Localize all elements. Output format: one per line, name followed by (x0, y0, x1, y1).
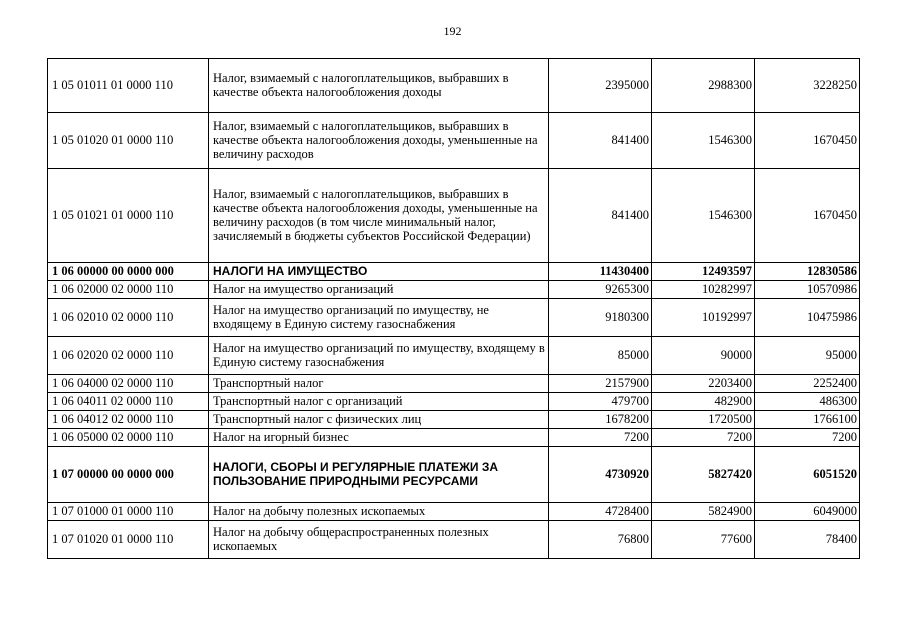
revenue-name-cell: Налог на имущество организаций по имуществу, не входящему в Единую систему газоснабжения (209, 299, 549, 337)
amount-year-1-cell: 4728400 (549, 503, 652, 521)
table-row (48, 337, 860, 375)
budget-code-cell: 1 06 04012 02 0000 110 (48, 411, 209, 429)
revenue-name-cell: Налог, взимаемый с налогоплательщиков, выбравших в качестве объекта налогообложения доходы (209, 59, 549, 113)
amount-year-2-cell: 482900 (652, 393, 755, 411)
amount-year-2-cell: 1720500 (652, 411, 755, 429)
amount-year-3-cell: 95000 (755, 337, 860, 375)
amount-year-1-cell: 2395000 (549, 59, 652, 113)
budget-code-cell: 1 06 05000 02 0000 110 (48, 429, 209, 447)
amount-year-3-cell: 10570986 (755, 281, 860, 299)
revenue-name-cell: Налог на имущество организаций (209, 281, 549, 299)
revenue-name-cell: Налог, взимаемый с налогоплательщиков, выбравших в качестве объекта налогообложения доходы, уменьшенные на величину расходов (209, 113, 549, 169)
revenue-name-cell: Транспортный налог с организаций (209, 393, 549, 411)
amount-year-1-cell: 76800 (549, 521, 652, 559)
amount-year-1-cell: 85000 (549, 337, 652, 375)
amount-year-2-cell: 90000 (652, 337, 755, 375)
table-row (48, 393, 860, 411)
table-row (48, 411, 860, 429)
amount-year-1-cell: 841400 (549, 113, 652, 169)
budget-code-cell: 1 05 01011 01 0000 110 (48, 59, 209, 113)
revenue-name-cell: Налог на имущество организаций по имуществу, входящему в Единую систему газоснабжения (209, 337, 549, 375)
amount-year-1-cell: 1678200 (549, 411, 652, 429)
revenue-name-cell: Налог, взимаемый с налогоплательщиков, выбравших в качестве объекта налогообложения доходы, уменьшенные на величину расходов (в том числе минимальный налог, зачисляемый в бюджеты субъектов Российской Федерации) (209, 169, 549, 263)
budget-revenue-table (47, 58, 860, 559)
amount-year-3-cell: 7200 (755, 429, 860, 447)
amount-year-1-cell: 11430400 (549, 263, 652, 281)
amount-year-1-cell: 841400 (549, 169, 652, 263)
budget-code-cell: 1 06 02000 02 0000 110 (48, 281, 209, 299)
table-row (48, 503, 860, 521)
budget-code-cell: 1 07 00000 00 0000 000 (48, 447, 209, 503)
table-row-section (48, 447, 860, 503)
amount-year-2-cell: 77600 (652, 521, 755, 559)
budget-code-cell: 1 06 00000 00 0000 000 (48, 263, 209, 281)
amount-year-2-cell: 2203400 (652, 375, 755, 393)
amount-year-2-cell: 10192997 (652, 299, 755, 337)
budget-code-cell: 1 05 01021 01 0000 110 (48, 169, 209, 263)
amount-year-3-cell: 6051520 (755, 447, 860, 503)
amount-year-1-cell: 9265300 (549, 281, 652, 299)
budget-code-cell: 1 06 02010 02 0000 110 (48, 299, 209, 337)
amount-year-1-cell: 7200 (549, 429, 652, 447)
amount-year-1-cell: 9180300 (549, 299, 652, 337)
amount-year-3-cell: 486300 (755, 393, 860, 411)
table-row (48, 429, 860, 447)
table-row (48, 169, 860, 263)
amount-year-3-cell: 1670450 (755, 113, 860, 169)
revenue-name-cell: НАЛОГИ НА ИМУЩЕСТВО (209, 263, 549, 281)
table-row (48, 375, 860, 393)
amount-year-3-cell: 6049000 (755, 503, 860, 521)
amount-year-2-cell: 2988300 (652, 59, 755, 113)
page-number: 192 (443, 24, 462, 38)
revenue-name-cell: Налог на добычу полезных ископаемых (209, 503, 549, 521)
amount-year-3-cell: 1670450 (755, 169, 860, 263)
revenue-name-cell: Транспортный налог (209, 375, 549, 393)
revenue-name-cell: Транспортный налог с физических лиц (209, 411, 549, 429)
revenue-name-cell: НАЛОГИ, СБОРЫ И РЕГУЛЯРНЫЕ ПЛАТЕЖИ ЗА ПОЛЬЗОВАНИЕ ПРИРОДНЫМИ РЕСУРСАМИ (209, 447, 549, 503)
amount-year-2-cell: 5824900 (652, 503, 755, 521)
amount-year-3-cell: 10475986 (755, 299, 860, 337)
table-row (48, 521, 860, 559)
amount-year-1-cell: 479700 (549, 393, 652, 411)
amount-year-1-cell: 2157900 (549, 375, 652, 393)
table-row (48, 59, 860, 113)
amount-year-2-cell: 1546300 (652, 113, 755, 169)
table-body (48, 59, 860, 559)
budget-code-cell: 1 07 01020 01 0000 110 (48, 521, 209, 559)
table-row (48, 113, 860, 169)
amount-year-3-cell: 78400 (755, 521, 860, 559)
amount-year-3-cell: 2252400 (755, 375, 860, 393)
amount-year-3-cell: 3228250 (755, 59, 860, 113)
revenue-name-cell: Налог на игорный бизнес (209, 429, 549, 447)
budget-code-cell: 1 05 01020 01 0000 110 (48, 113, 209, 169)
budget-code-cell: 1 06 04011 02 0000 110 (48, 393, 209, 411)
table-row (48, 299, 860, 337)
amount-year-2-cell: 12493597 (652, 263, 755, 281)
amount-year-2-cell: 1546300 (652, 169, 755, 263)
table-row (48, 281, 860, 299)
amount-year-2-cell: 10282997 (652, 281, 755, 299)
amount-year-2-cell: 5827420 (652, 447, 755, 503)
budget-code-cell: 1 06 04000 02 0000 110 (48, 375, 209, 393)
amount-year-3-cell: 1766100 (755, 411, 860, 429)
table-row-section (48, 263, 860, 281)
budget-code-cell: 1 07 01000 01 0000 110 (48, 503, 209, 521)
budget-code-cell: 1 06 02020 02 0000 110 (48, 337, 209, 375)
amount-year-1-cell: 4730920 (549, 447, 652, 503)
revenue-name-cell: Налог на добычу общераспространенных полезных ископаемых (209, 521, 549, 559)
amount-year-2-cell: 7200 (652, 429, 755, 447)
amount-year-3-cell: 12830586 (755, 263, 860, 281)
